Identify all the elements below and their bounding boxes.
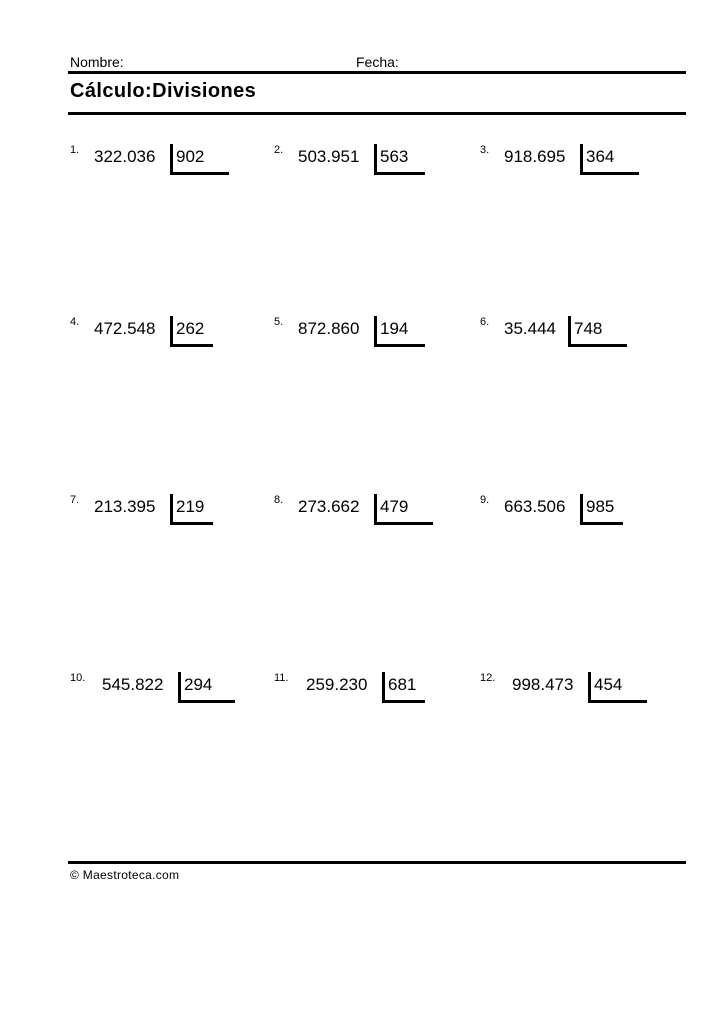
problem-number: 11. xyxy=(274,672,289,684)
dividend: 322.036 xyxy=(94,147,156,166)
dividend: 213.395 xyxy=(94,497,156,516)
divisor: 563 xyxy=(380,147,409,166)
dividend: 998.473 xyxy=(512,675,574,694)
copyright-notice: © Maestroteca.com xyxy=(70,868,180,882)
division-bracket xyxy=(580,144,639,175)
divisor: 748 xyxy=(574,319,603,338)
division-bracket xyxy=(374,316,425,347)
dividend: 472.548 xyxy=(94,319,156,338)
divisor: 985 xyxy=(586,497,615,516)
problem-number: 12. xyxy=(480,672,496,684)
division-bracket xyxy=(374,494,433,525)
dividend: 35.444 xyxy=(504,319,556,338)
divisor: 262 xyxy=(176,319,205,338)
problem-number: 3. xyxy=(480,144,490,156)
problem-number: 9. xyxy=(480,494,490,506)
division-bracket xyxy=(170,144,229,175)
divisor: 902 xyxy=(176,147,205,166)
dividend: 259.230 xyxy=(306,675,368,694)
division-bracket xyxy=(374,144,425,175)
problem-number: 10. xyxy=(70,672,86,684)
division-bracket xyxy=(568,316,627,347)
division-bracket xyxy=(382,672,425,703)
name-label: Nombre: xyxy=(70,54,124,70)
division-bracket xyxy=(170,316,213,347)
dividend: 273.662 xyxy=(298,497,360,516)
problem-number: 1. xyxy=(70,144,80,156)
date-label: Fecha: xyxy=(356,54,399,70)
divisor: 194 xyxy=(380,319,409,338)
division-bracket xyxy=(580,494,623,525)
problem-number: 7. xyxy=(70,494,80,506)
problem-number: 5. xyxy=(274,316,284,328)
divisor: 454 xyxy=(594,675,623,694)
header-bottom-rule xyxy=(68,112,686,115)
dividend: 503.951 xyxy=(298,147,360,166)
divisor: 294 xyxy=(184,675,213,694)
divisor: 479 xyxy=(380,497,409,516)
division-bracket xyxy=(178,672,235,703)
problem-number: 4. xyxy=(70,316,80,328)
page-title: Cálculo:Divisiones xyxy=(70,80,257,102)
divisor: 364 xyxy=(586,147,615,166)
problem-number: 2. xyxy=(274,144,284,156)
dividend: 545.822 xyxy=(102,675,164,694)
header-top-rule xyxy=(68,71,686,74)
dividend: 872.860 xyxy=(298,319,360,338)
division-bracket xyxy=(170,494,213,525)
problem-number: 6. xyxy=(480,316,490,328)
footer-rule xyxy=(68,861,686,864)
dividend: 918.695 xyxy=(504,147,566,166)
dividend: 663.506 xyxy=(504,497,566,516)
division-bracket xyxy=(588,672,647,703)
problem-number: 8. xyxy=(274,494,284,506)
divisor: 681 xyxy=(388,675,417,694)
divisor: 219 xyxy=(176,497,205,516)
